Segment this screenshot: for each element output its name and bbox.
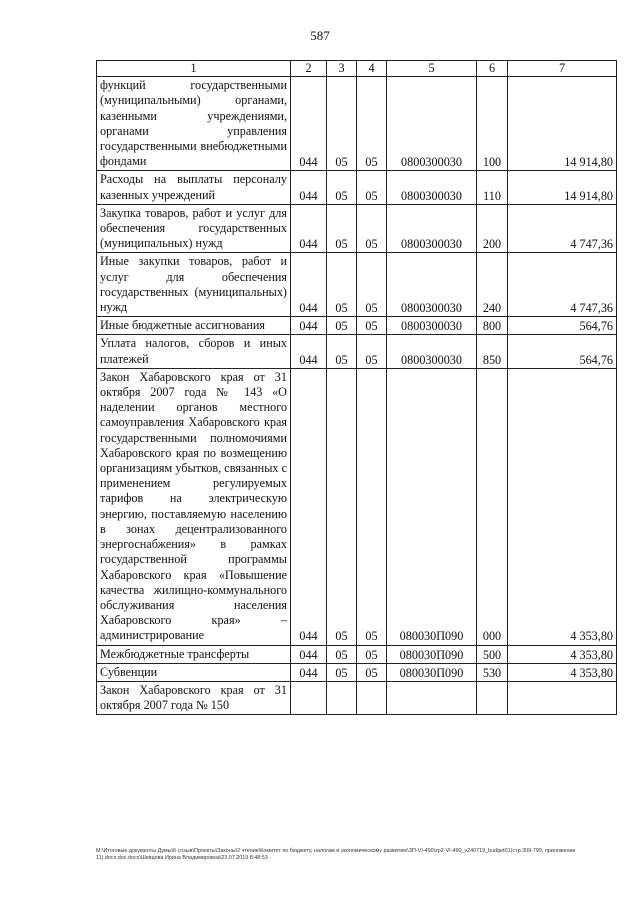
table-row (97, 171, 617, 204)
row-type (477, 681, 508, 714)
row-section: 05 (327, 77, 357, 171)
header-cell: 1 (97, 61, 291, 77)
table-row (97, 317, 617, 335)
table-row (97, 77, 617, 171)
header-cell: 4 (357, 61, 387, 77)
row-amount: 4 353,80 (508, 663, 617, 681)
row-description: Иные закупки товаров, работ и услуг для обеспечения государственных (муниципальных) нужд (97, 253, 291, 317)
row-type: 800 (477, 317, 508, 335)
row-amount: 4 747,36 (508, 204, 617, 253)
row-subsection: 05 (357, 253, 387, 317)
row-description: Субвенции (97, 663, 291, 681)
document-path-footer: M:\Итоговые документы Думы\6 созыв\Проекты\Законы\2 чтение\Комитет по бюджету, налогам и экономическому развитию\ЗП-VI-490\zp2-VI-490_v240719_budget01(стр.309-799, приложение 11).docx.doc.docx\Шевцова Ирина Владимировна\23.07.2019 8:48:53 (96, 848, 576, 861)
row-section: 05 (327, 204, 357, 253)
row-type: 100 (477, 77, 508, 171)
row-section: 05 (327, 171, 357, 204)
row-code: 044 (291, 204, 327, 253)
row-type: 240 (477, 253, 508, 317)
row-subsection: 05 (357, 335, 387, 368)
row-section: 05 (327, 253, 357, 317)
row-section: 05 (327, 317, 357, 335)
header-cell: 3 (327, 61, 357, 77)
row-code (291, 681, 327, 714)
header-cell: 2 (291, 61, 327, 77)
row-description: функций государственными (муниципальными) органами, казенными учреждениями, органами управления государственными внебюджетными фондами (97, 77, 291, 171)
row-amount: 564,76 (508, 317, 617, 335)
row-subsection: 05 (357, 204, 387, 253)
row-code: 044 (291, 171, 327, 204)
row-section: 05 (327, 368, 357, 645)
row-code: 044 (291, 663, 327, 681)
row-target: 0800300030 (387, 335, 477, 368)
row-section: 05 (327, 663, 357, 681)
row-type: 000 (477, 368, 508, 645)
row-description: Закон Хабаровского края от 31 октября 2007 года № 143 «О наделении органов местного самоуправления Хабаровского края государственными полномочиями Хабаровского края по возмещению организациям убытков, связанных с применением регулируемых тарифов на электрическую энергию, поставляемую населению в зонах децентрализованного энергоснабжения» в рамках государственной программы Хабаровского края «Повышение качества жилищно-коммунального обслуживания населения Хабаровского края» – администрирование (97, 368, 291, 645)
row-target: 0800300030 (387, 171, 477, 204)
row-target: 0800300030 (387, 253, 477, 317)
row-amount (508, 681, 617, 714)
row-amount: 14 914,80 (508, 171, 617, 204)
row-amount: 4 353,80 (508, 368, 617, 645)
table-row (97, 663, 617, 681)
row-description: Закон Хабаровского края от 31 октября 2007 года № 150 (97, 681, 291, 714)
row-type: 500 (477, 645, 508, 663)
header-cell: 6 (477, 61, 508, 77)
row-code: 044 (291, 368, 327, 645)
row-code: 044 (291, 645, 327, 663)
row-code: 044 (291, 253, 327, 317)
row-target: 080030П090 (387, 645, 477, 663)
row-type: 530 (477, 663, 508, 681)
table-row (97, 253, 617, 317)
row-description: Расходы на выплаты персоналу казенных учреждений (97, 171, 291, 204)
row-amount: 4 353,80 (508, 645, 617, 663)
row-section: 05 (327, 335, 357, 368)
table-row (97, 335, 617, 368)
row-subsection: 05 (357, 77, 387, 171)
row-target: 0800300030 (387, 204, 477, 253)
row-description: Иные бюджетные ассигнования (97, 317, 291, 335)
table-row (97, 681, 617, 714)
table-row (97, 204, 617, 253)
row-target: 080030П090 (387, 368, 477, 645)
row-subsection: 05 (357, 368, 387, 645)
row-target: 0800300030 (387, 317, 477, 335)
row-subsection: 05 (357, 171, 387, 204)
header-cell: 7 (508, 61, 617, 77)
row-target: 0800300030 (387, 77, 477, 171)
row-amount: 564,76 (508, 335, 617, 368)
row-type: 200 (477, 204, 508, 253)
table-row (97, 645, 617, 663)
row-type: 110 (477, 171, 508, 204)
header-cell: 5 (387, 61, 477, 77)
page-number: 587 (310, 28, 330, 43)
row-subsection: 05 (357, 645, 387, 663)
row-subsection (357, 681, 387, 714)
row-description: Уплата налогов, сборов и иных платежей (97, 335, 291, 368)
row-section: 05 (327, 645, 357, 663)
table-row (97, 368, 617, 645)
row-section (327, 681, 357, 714)
table-header-row (97, 61, 617, 77)
row-target: 080030П090 (387, 663, 477, 681)
row-code: 044 (291, 77, 327, 171)
row-subsection: 05 (357, 317, 387, 335)
row-subsection: 05 (357, 663, 387, 681)
row-description: Закупка товаров, работ и услуг для обеспечения государственных (муниципальных) нужд (97, 204, 291, 253)
row-code: 044 (291, 317, 327, 335)
row-type: 850 (477, 335, 508, 368)
row-description: Межбюджетные трансферты (97, 645, 291, 663)
row-amount: 14 914,80 (508, 77, 617, 171)
row-target (387, 681, 477, 714)
row-amount: 4 747,36 (508, 253, 617, 317)
row-code: 044 (291, 335, 327, 368)
budget-table (96, 60, 617, 715)
